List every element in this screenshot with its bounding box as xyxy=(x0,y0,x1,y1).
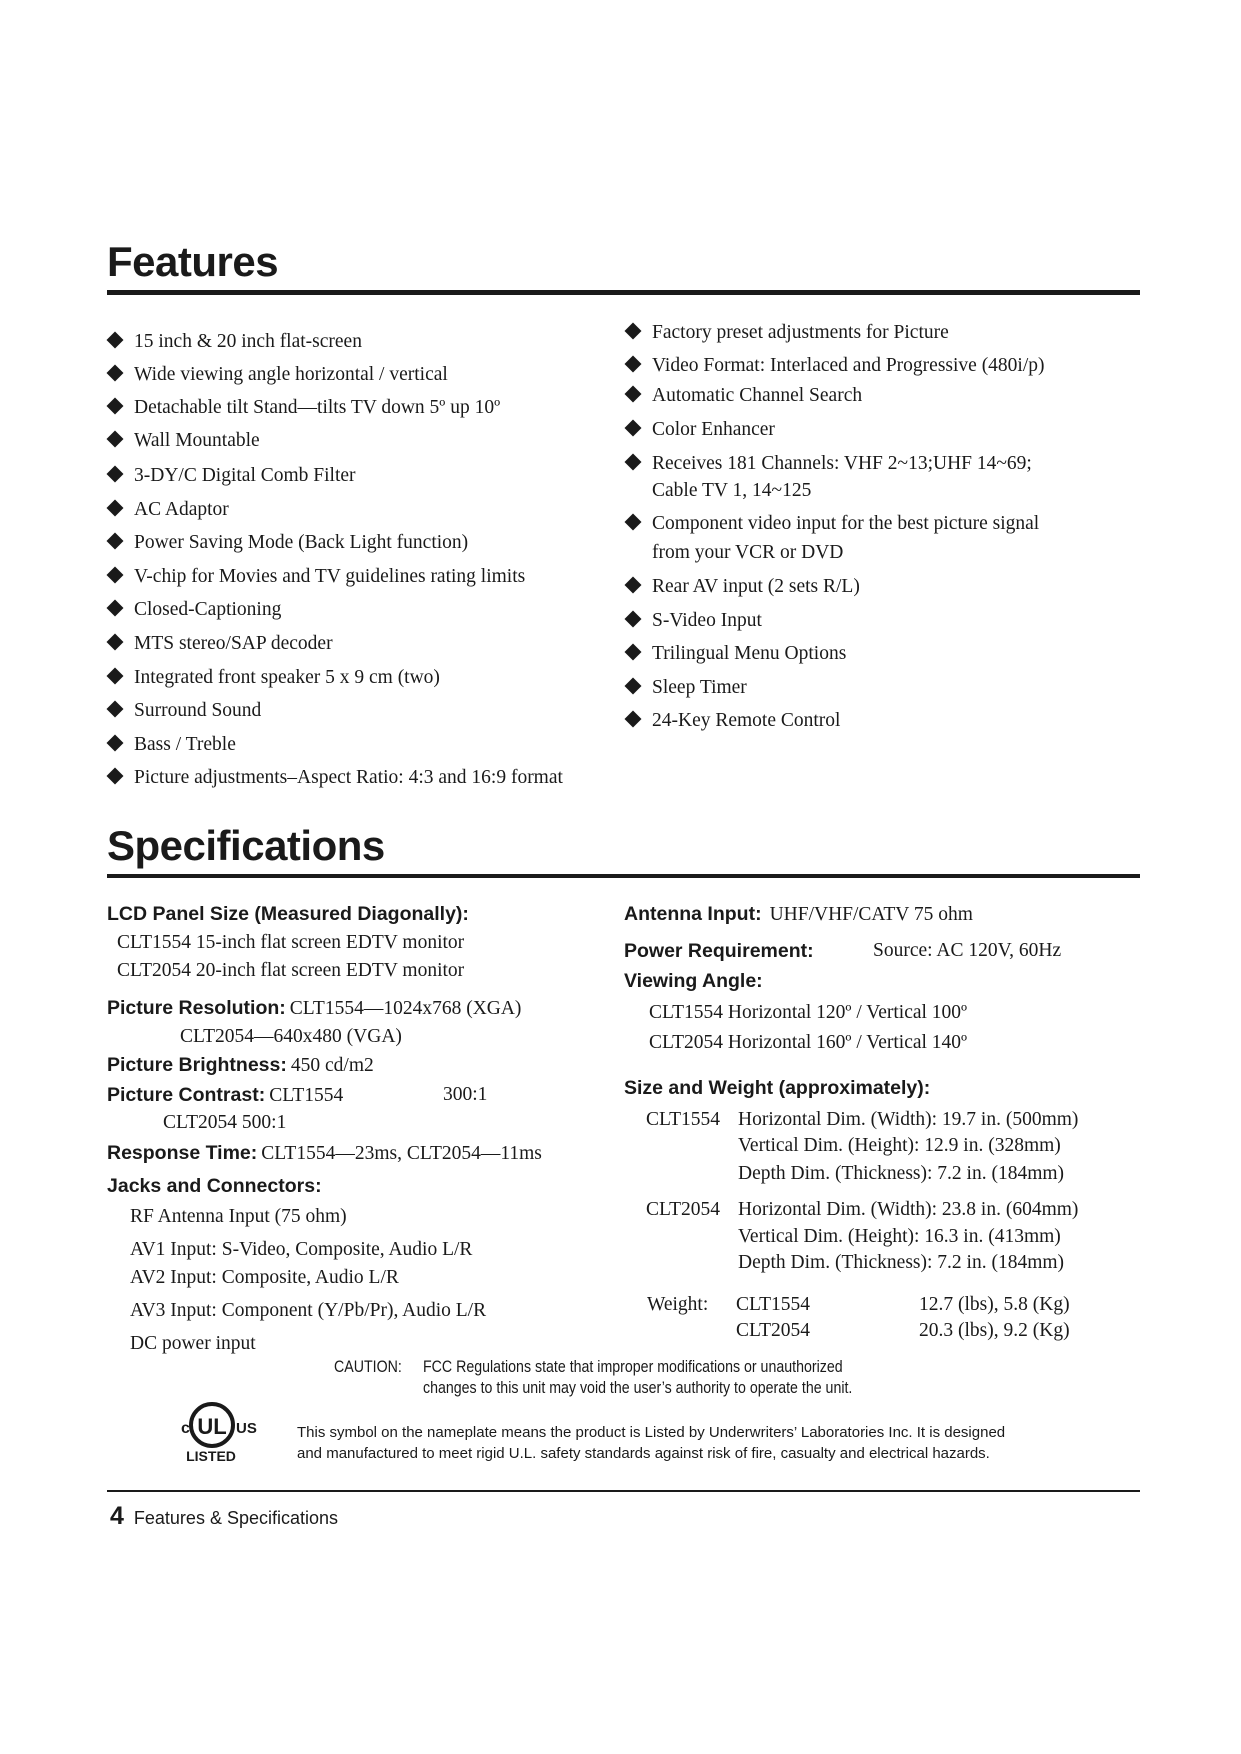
bullet-icon xyxy=(107,634,124,651)
response-value: CLT1554—23ms, CLT2054—11ms xyxy=(261,1143,542,1164)
ul-logo-c: c xyxy=(181,1420,190,1437)
feature-item-continued: Cable TV 1, 14~125 xyxy=(652,480,812,501)
specifications-heading: Specifications xyxy=(107,822,385,869)
contrast-value: CLT2054 500:1 xyxy=(163,1112,287,1133)
feature-item: Picture adjustments–Aspect Ratio: 4:3 and 16:9 format xyxy=(107,767,563,789)
bullet-icon xyxy=(107,768,124,785)
bullet-icon xyxy=(107,398,124,415)
feature-item: Color Enhancer xyxy=(625,419,775,441)
bullet-icon xyxy=(107,668,124,685)
antenna-label: Antenna Input: xyxy=(624,903,762,925)
resolution-value: CLT1554—1024x768 (XGA) xyxy=(289,998,522,1019)
bullet-icon xyxy=(107,533,124,550)
feature-item: Detachable tilt Stand—tilts TV down 5º up 10º xyxy=(107,397,500,419)
feature-item: Power Saving Mode (Back Light function) xyxy=(107,532,468,554)
bullet-icon xyxy=(107,365,124,382)
feature-item: 24-Key Remote Control xyxy=(625,710,840,732)
features-rule xyxy=(107,290,1140,295)
ul-logo-us: US xyxy=(236,1420,257,1437)
bullet-icon xyxy=(625,678,642,695)
size-model: CLT1554 xyxy=(646,1109,721,1130)
specifications-rule xyxy=(107,874,1140,878)
feature-item: Video Format: Interlaced and Progressive (480i/p) xyxy=(625,355,1045,377)
power-label: Power Requirement: xyxy=(624,940,814,962)
feature-item: Factory preset adjustments for Picture xyxy=(625,322,949,344)
size-dimension: Vertical Dim. (Height): 12.9 in. (328mm) xyxy=(738,1135,1061,1156)
feature-item: Wide viewing angle horizontal / vertical xyxy=(107,364,448,386)
power-value: Source: AC 120V, 60Hz xyxy=(873,940,1062,961)
page-number: 4 xyxy=(110,1502,124,1530)
size-dimension: Depth Dim. (Thickness): 7.2 in. (184mm) xyxy=(738,1163,1065,1184)
jack-item: AV1 Input: S-Video, Composite, Audio L/R xyxy=(130,1239,473,1260)
weight-model: CLT2054 xyxy=(736,1320,811,1341)
feature-item: Automatic Channel Search xyxy=(625,385,862,407)
bullet-icon xyxy=(107,332,124,349)
size-weight-label: Size and Weight (approximately): xyxy=(624,1077,931,1099)
jacks-label: Jacks and Connectors: xyxy=(107,1175,322,1197)
jack-item: AV2 Input: Composite, Audio L/R xyxy=(130,1267,399,1288)
feature-item: Surround Sound xyxy=(107,700,261,722)
ul-notice-text: This symbol on the nameplate means the product is Listed by Underwriters’ Laboratories Inc. It is designed xyxy=(297,1424,1006,1441)
ul-logo-ul: UL xyxy=(197,1414,227,1439)
bullet-icon xyxy=(625,420,642,437)
resolution-row xyxy=(107,997,521,1020)
ul-logo-mark xyxy=(178,1398,270,1466)
feature-item: Wall Mountable xyxy=(107,430,260,452)
feature-item: S-Video Input xyxy=(625,610,762,632)
feature-item: AC Adaptor xyxy=(107,499,229,521)
antenna-value: UHF/VHF/CATV 75 ohm xyxy=(769,904,973,925)
footer-rule xyxy=(107,1490,1140,1492)
weight-label: Weight: xyxy=(647,1294,709,1315)
footer-section: Features & Specifications xyxy=(133,1508,339,1528)
bullet-icon xyxy=(107,466,124,483)
lcd-size-label: LCD Panel Size (Measured Diagonally): xyxy=(107,903,469,925)
bullet-icon xyxy=(625,356,642,373)
page-footer xyxy=(110,1502,338,1531)
bullet-icon xyxy=(107,735,124,752)
bullet-icon xyxy=(107,567,124,584)
feature-item: 15 inch & 20 inch flat-screen xyxy=(107,331,362,353)
feature-item: Integrated front speaker 5 x 9 cm (two) xyxy=(107,667,440,689)
weight-model: CLT1554 xyxy=(736,1294,811,1315)
ul-listed-logo xyxy=(178,1398,270,1466)
feature-item: 3-DY/C Digital Comb Filter xyxy=(107,465,356,487)
bullet-icon xyxy=(625,611,642,628)
feature-item: MTS stereo/SAP decoder xyxy=(107,633,333,655)
bullet-icon xyxy=(107,701,124,718)
bullet-icon xyxy=(625,386,642,403)
bullet-icon xyxy=(625,514,642,531)
size-dimension: Depth Dim. (Thickness): 7.2 in. (184mm) xyxy=(738,1252,1065,1273)
feature-item: Closed-Captioning xyxy=(107,599,281,621)
contrast-model: CLT1554 xyxy=(269,1085,344,1106)
weight-value: 20.3 (lbs), 9.2 (Kg) xyxy=(919,1320,1070,1341)
size-dimension: Vertical Dim. (Height): 16.3 in. (413mm) xyxy=(738,1226,1061,1247)
viewing-angle-label: Viewing Angle: xyxy=(624,970,763,992)
size-dimension: Horizontal Dim. (Width): 23.8 in. (604mm) xyxy=(738,1199,1079,1220)
feature-item: Sleep Timer xyxy=(625,677,747,699)
bullet-icon xyxy=(625,577,642,594)
bullet-icon xyxy=(625,454,642,471)
jack-item: AV3 Input: Component (Y/Pb/Pr), Audio L/R xyxy=(130,1300,487,1321)
contrast-row xyxy=(107,1084,343,1107)
contrast-label: Picture Contrast: xyxy=(107,1084,266,1106)
bullet-icon xyxy=(625,644,642,661)
response-row xyxy=(107,1142,542,1165)
viewing-angle-value: CLT1554 Horizontal 120º / Vertical 100º xyxy=(649,1002,968,1023)
features-heading: Features xyxy=(107,238,279,285)
jack-item: RF Antenna Input (75 ohm) xyxy=(130,1206,347,1227)
bullet-icon xyxy=(107,431,124,448)
brightness-row xyxy=(107,1054,374,1077)
size-model: CLT2054 xyxy=(646,1199,721,1220)
feature-item-continued: from your VCR or DVD xyxy=(652,542,844,563)
caution-label: CAUTION: xyxy=(334,1358,402,1376)
feature-item: Trilingual Menu Options xyxy=(625,643,846,665)
size-dimension: Horizontal Dim. (Width): 19.7 in. (500mm) xyxy=(738,1109,1079,1130)
antenna-row xyxy=(624,903,973,926)
ul-notice-text: and manufactured to meet rigid U.L. safety standards against risk of fire, casualty and electrical hazards. xyxy=(297,1445,990,1462)
response-label: Response Time: xyxy=(107,1142,258,1164)
feature-item: V-chip for Movies and TV guidelines rating limits xyxy=(107,566,525,588)
caution-text: changes to this unit may void the user’s authority to operate the unit. xyxy=(423,1379,853,1397)
viewing-angle-value: CLT2054 Horizontal 160º / Vertical 140º xyxy=(649,1032,968,1053)
feature-item: Receives 181 Channels: VHF 2~13;UHF 14~69; xyxy=(625,453,1032,475)
contrast-value: 300:1 xyxy=(443,1084,488,1105)
resolution-value: CLT2054—640x480 (VGA) xyxy=(180,1026,402,1047)
caution-text: FCC Regulations state that improper modifications or unauthorized xyxy=(423,1358,843,1376)
feature-item: Rear AV input (2 sets R/L) xyxy=(625,576,860,598)
feature-item: Bass / Treble xyxy=(107,734,236,756)
bullet-icon xyxy=(625,711,642,728)
bullet-icon xyxy=(625,323,642,340)
brightness-label: Picture Brightness: xyxy=(107,1054,287,1076)
bullet-icon xyxy=(107,600,124,617)
bullet-icon xyxy=(107,500,124,517)
resolution-label: Picture Resolution: xyxy=(107,997,286,1019)
feature-item: Component video input for the best picture signal xyxy=(625,513,1039,535)
ul-logo-listed: LISTED xyxy=(186,1448,236,1464)
lcd-size-value: CLT2054 20-inch flat screen EDTV monitor xyxy=(117,960,465,981)
jack-item: DC power input xyxy=(130,1333,256,1354)
lcd-size-value: CLT1554 15-inch flat screen EDTV monitor xyxy=(117,932,465,953)
brightness-value: 450 cd/m2 xyxy=(290,1055,374,1076)
weight-value: 12.7 (lbs), 5.8 (Kg) xyxy=(919,1294,1070,1315)
